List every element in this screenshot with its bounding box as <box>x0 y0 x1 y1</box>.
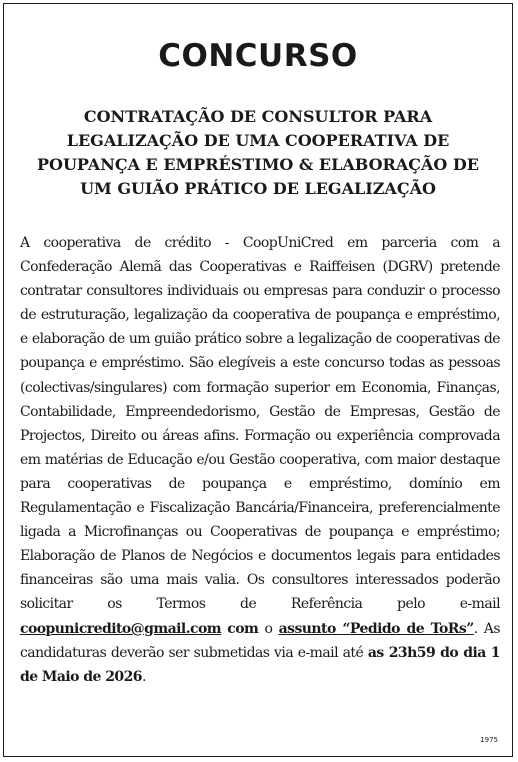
body-o-text: o <box>258 620 279 637</box>
subject-text: assunto “Pedido de ToRs” <box>278 620 474 637</box>
body-main-text: A cooperativa de crédito - CoopUniCred em parceria com a Confederação Alemã das Cooperativas e Raiffeisen (DGRV) pretende contratar consultores individuais ou empresas para conduzir o processo de estruturação, legalização da cooperativa de poupança e empréstimo, e elaboração de um guião prático sobre a legalização de cooperativas de poupança e empréstimo. São elegíveis a este concurso todas as pessoas (colectivas/singulares) com formação superior em Economia, Finanças, Contabilidade, Empreendedorismo, Gestão de Empresas, Gestão de Projectos, Direito ou áreas afins. Formação ou experiência comprovada em matérias de Educação e/ou Gestão cooperativa, com maior destaque para cooperativas de poupança e empréstimo, domínio em Regulamentação e Fiscalização Bancária/Financeira, preferencialmente ligada a Microfinanças ou Cooperativas de poupança e empréstimo; Elaboração de Planos de Negócios e documentos legais para entidades financeiras são uma mais valia. Os consultores interessados poderão solicitar os Termos de Referência pelo e-mail <box>20 235 500 613</box>
body-after-subject-text: . As candidaturas deverão ser submetidas via e-mail até <box>20 620 501 661</box>
body-com-text: com <box>227 620 259 637</box>
page-title: CONCURSO <box>158 38 358 74</box>
announcement-frame <box>3 3 513 757</box>
subtitle: CONTRATAÇÃO DE CONSULTOR PARA LEGALIZAÇÃO DE UMA COOPERATIVA DE POUPANÇA E EMPRÉSTIMO & ELABORAÇÃO DE UM GUIÃO PRÁTICO DE LEGALIZAÇÃO <box>37 107 479 198</box>
body-end-text: . <box>141 668 146 685</box>
reference-number: 1975 <box>480 736 498 744</box>
email-link[interactable]: coopunicredito@gmail.com <box>20 620 222 637</box>
deadline-text: as 23h59 do dia 1 de Maio de 2026 <box>20 644 500 685</box>
body-text <box>20 231 500 689</box>
